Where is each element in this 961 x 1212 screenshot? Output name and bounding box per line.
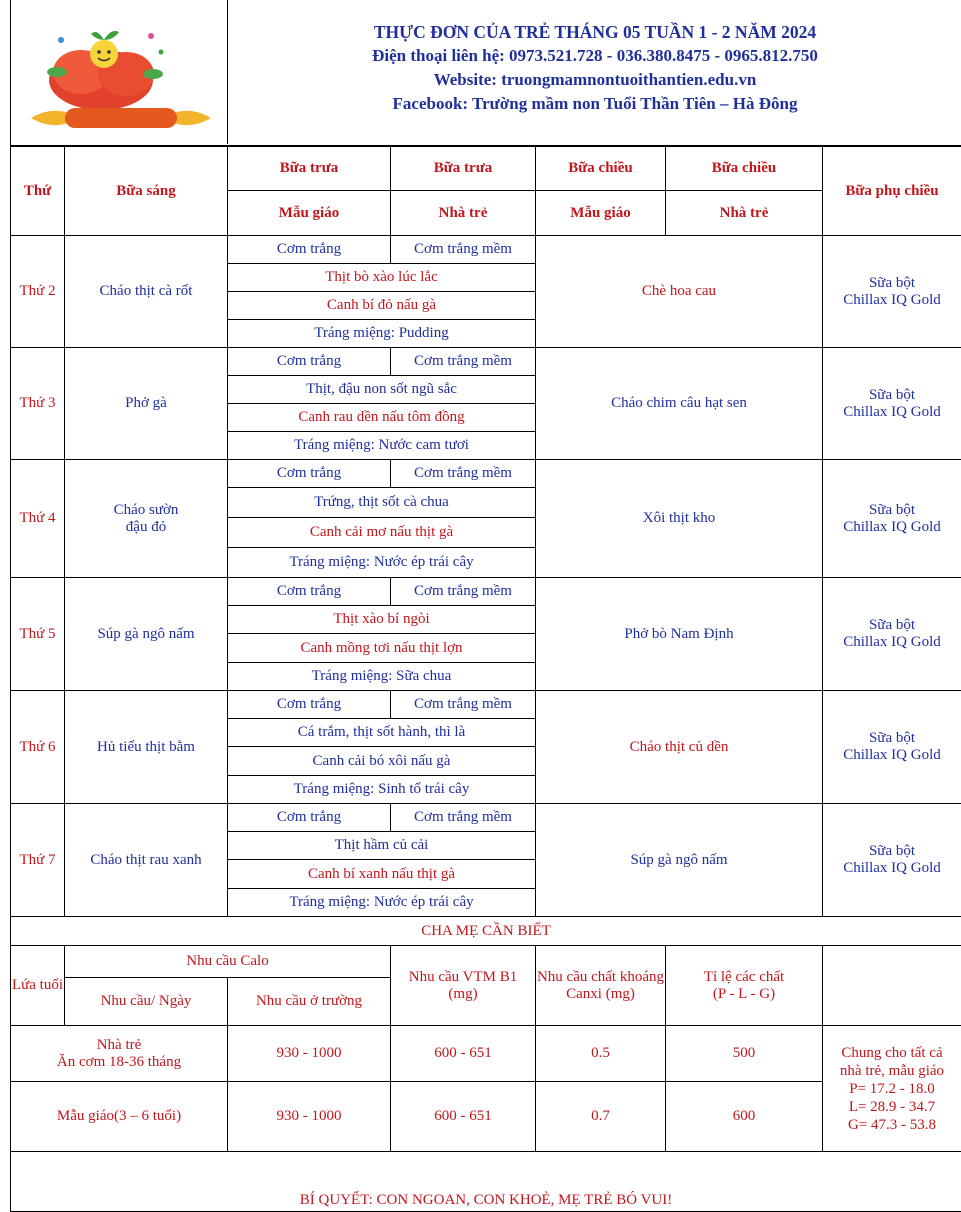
contact-phone: Điện thoại liên hệ: 0973.521.728 - 036.380.8475 - 0965.812.750 bbox=[228, 44, 961, 68]
col-nursery: Nhà trẻ bbox=[391, 191, 536, 236]
vtm-value: 0.7 bbox=[536, 1082, 666, 1152]
at-school-header: Nhu cầu ở trường bbox=[228, 978, 391, 1026]
menu-page bbox=[10, 0, 961, 1200]
per-day-header: Nhu cầu/ Ngày bbox=[65, 978, 228, 1026]
rice-nursery: Cơm trắng mềm bbox=[391, 578, 536, 606]
rice-kindergarten: Cơm trắng bbox=[228, 236, 391, 264]
dessert: Tráng miệng: Nước ép trái cây bbox=[228, 548, 536, 578]
calo-at-school: 600 - 651 bbox=[391, 1026, 536, 1082]
main-dish: Cá trắm, thịt sốt hành, thì là bbox=[228, 719, 536, 747]
col-snack: Bữa phụ chiều bbox=[823, 147, 961, 236]
rice-nursery: Cơm trắng mềm bbox=[391, 348, 536, 376]
logo-icon bbox=[31, 22, 211, 134]
breakfast: Cháo thịt cà rốt bbox=[65, 236, 228, 348]
breakfast: Súp gà ngô nấm bbox=[65, 578, 228, 691]
page-header bbox=[10, 0, 961, 146]
rice-nursery: Cơm trắng mềm bbox=[391, 804, 536, 832]
calo-at-school: 600 - 651 bbox=[391, 1082, 536, 1152]
mineral-value: 500 bbox=[666, 1026, 823, 1082]
dessert: Tráng miệng: Sinh tố trái cây bbox=[228, 776, 536, 804]
soup: Canh cải mơ nấu thịt gà bbox=[228, 518, 536, 548]
website-link[interactable]: Website: truongmamnontuoithantien.edu.vn bbox=[228, 68, 961, 92]
breakfast: Hủ tiếu thịt bằm bbox=[65, 691, 228, 804]
breakfast: Phở gà bbox=[65, 348, 228, 460]
rice-nursery: Cơm trắng mềm bbox=[391, 460, 536, 488]
main-dish: Trứng, thịt sốt cà chua bbox=[228, 488, 536, 518]
age-kindergarten: Mẫu giáo(3 – 6 tuổi) bbox=[11, 1082, 228, 1152]
dessert: Tráng miệng: Nước cam tươi bbox=[228, 432, 536, 460]
main-dish: Thịt bò xào lúc lắc bbox=[228, 264, 536, 292]
soup: Canh rau dền nấu tôm đồng bbox=[228, 404, 536, 432]
rice-kindergarten: Cơm trắng bbox=[228, 578, 391, 606]
rice-nursery: Cơm trắng mềm bbox=[391, 691, 536, 719]
school-logo bbox=[11, 0, 228, 144]
dessert: Tráng miệng: Nước ép trái cây bbox=[228, 889, 536, 917]
col-kindergarten: Mẫu giáo bbox=[228, 191, 391, 236]
snack: Sữa bột Chillax IQ Gold bbox=[823, 578, 961, 691]
ratio-header: Tỉ lệ các chất (P - L - G) bbox=[666, 946, 823, 1026]
snack: Sữa bột Chillax IQ Gold bbox=[823, 460, 961, 578]
main-dish: Thịt, đậu non sốt ngũ sắc bbox=[228, 376, 536, 404]
snack: Sữa bột Chillax IQ Gold bbox=[823, 348, 961, 460]
soup: Canh bí đỏ nấu gà bbox=[228, 292, 536, 320]
rice-kindergarten: Cơm trắng bbox=[228, 348, 391, 376]
calo-header: Nhu cầu Calo bbox=[65, 946, 391, 978]
age-nursery: Nhà trẻ Ăn cơm 18-36 tháng bbox=[11, 1026, 228, 1082]
main-dish: Thịt xào bí ngòi bbox=[228, 606, 536, 634]
col-nursery: Nhà trẻ bbox=[666, 191, 823, 236]
menu-title: THỰC ĐƠN CỦA TRẺ THÁNG 05 TUẦN 1 - 2 NĂM 2024 bbox=[228, 20, 961, 44]
day-label: Thứ 4 bbox=[11, 460, 65, 578]
facebook-link[interactable]: Facebook: Trường mầm non Tuổi Thần Tiên – Hà Đông bbox=[228, 92, 961, 116]
col-afternoon-n: Bữa chiều bbox=[666, 147, 823, 191]
afternoon-meal: Phở bò Nam Định bbox=[536, 578, 823, 691]
afternoon-meal: Chè hoa cau bbox=[536, 236, 823, 348]
menu-table bbox=[10, 146, 961, 1212]
mineral-header: Nhu cầu chất khoáng Canxi (mg) bbox=[536, 946, 666, 1026]
vtm-value: 0.5 bbox=[536, 1026, 666, 1082]
breakfast: Cháo thịt rau xanh bbox=[65, 804, 228, 917]
afternoon-meal: Cháo thịt củ dền bbox=[536, 691, 823, 804]
rice-kindergarten: Cơm trắng bbox=[228, 804, 391, 832]
ratio-note: Chung cho tất cả nhà trẻ, mẫu giáo P= 17.2 - 18.0 L= 28.9 - 34.7 G= 47.3 - 53.8 bbox=[823, 1026, 961, 1152]
day-label: Thứ 3 bbox=[11, 348, 65, 460]
rice-nursery: Cơm trắng mềm bbox=[391, 236, 536, 264]
parents-section-title: CHA MẸ CẦN BIẾT bbox=[11, 917, 961, 946]
afternoon-meal: Cháo chim câu hạt sen bbox=[536, 348, 823, 460]
col-day: Thứ bbox=[11, 147, 65, 236]
footer-slogan: BÍ QUYẾT: CON NGOAN, CON KHOẺ, MẸ TRẺ BÓ VUI! bbox=[11, 1152, 961, 1212]
col-kindergarten: Mẫu giáo bbox=[536, 191, 666, 236]
breakfast: Cháo sườn đậu đỏ bbox=[65, 460, 228, 578]
dessert: Tráng miệng: Sữa chua bbox=[228, 663, 536, 691]
day-label: Thứ 7 bbox=[11, 804, 65, 917]
col-breakfast: Bữa sáng bbox=[65, 147, 228, 236]
vtm-header: Nhu cầu VTM B1 (mg) bbox=[391, 946, 536, 1026]
calo-per-day: 930 - 1000 bbox=[228, 1082, 391, 1152]
calo-per-day: 930 - 1000 bbox=[228, 1026, 391, 1082]
main-dish: Thịt hầm củ cải bbox=[228, 832, 536, 860]
afternoon-meal: Xôi thịt kho bbox=[536, 460, 823, 578]
snack: Sữa bột Chillax IQ Gold bbox=[823, 804, 961, 917]
col-lunch-k: Bữa trưa bbox=[228, 147, 391, 191]
rice-kindergarten: Cơm trắng bbox=[228, 460, 391, 488]
day-label: Thứ 2 bbox=[11, 236, 65, 348]
soup: Canh cải bó xôi nấu gà bbox=[228, 747, 536, 776]
soup: Canh bí xanh nấu thịt gà bbox=[228, 860, 536, 889]
mineral-value: 600 bbox=[666, 1082, 823, 1152]
rice-kindergarten: Cơm trắng bbox=[228, 691, 391, 719]
snack: Sữa bột Chillax IQ Gold bbox=[823, 691, 961, 804]
day-label: Thứ 6 bbox=[11, 691, 65, 804]
age-header: Lứa tuổi bbox=[11, 946, 65, 1026]
col-lunch-n: Bữa trưa bbox=[391, 147, 536, 191]
soup: Canh mồng tơi nấu thịt lợn bbox=[228, 634, 536, 663]
dessert: Tráng miệng: Pudding bbox=[228, 320, 536, 348]
header-text bbox=[228, 20, 961, 116]
snack: Sữa bột Chillax IQ Gold bbox=[823, 236, 961, 348]
col-afternoon-k: Bữa chiều bbox=[536, 147, 666, 191]
afternoon-meal: Súp gà ngô nấm bbox=[536, 804, 823, 917]
day-label: Thứ 5 bbox=[11, 578, 65, 691]
